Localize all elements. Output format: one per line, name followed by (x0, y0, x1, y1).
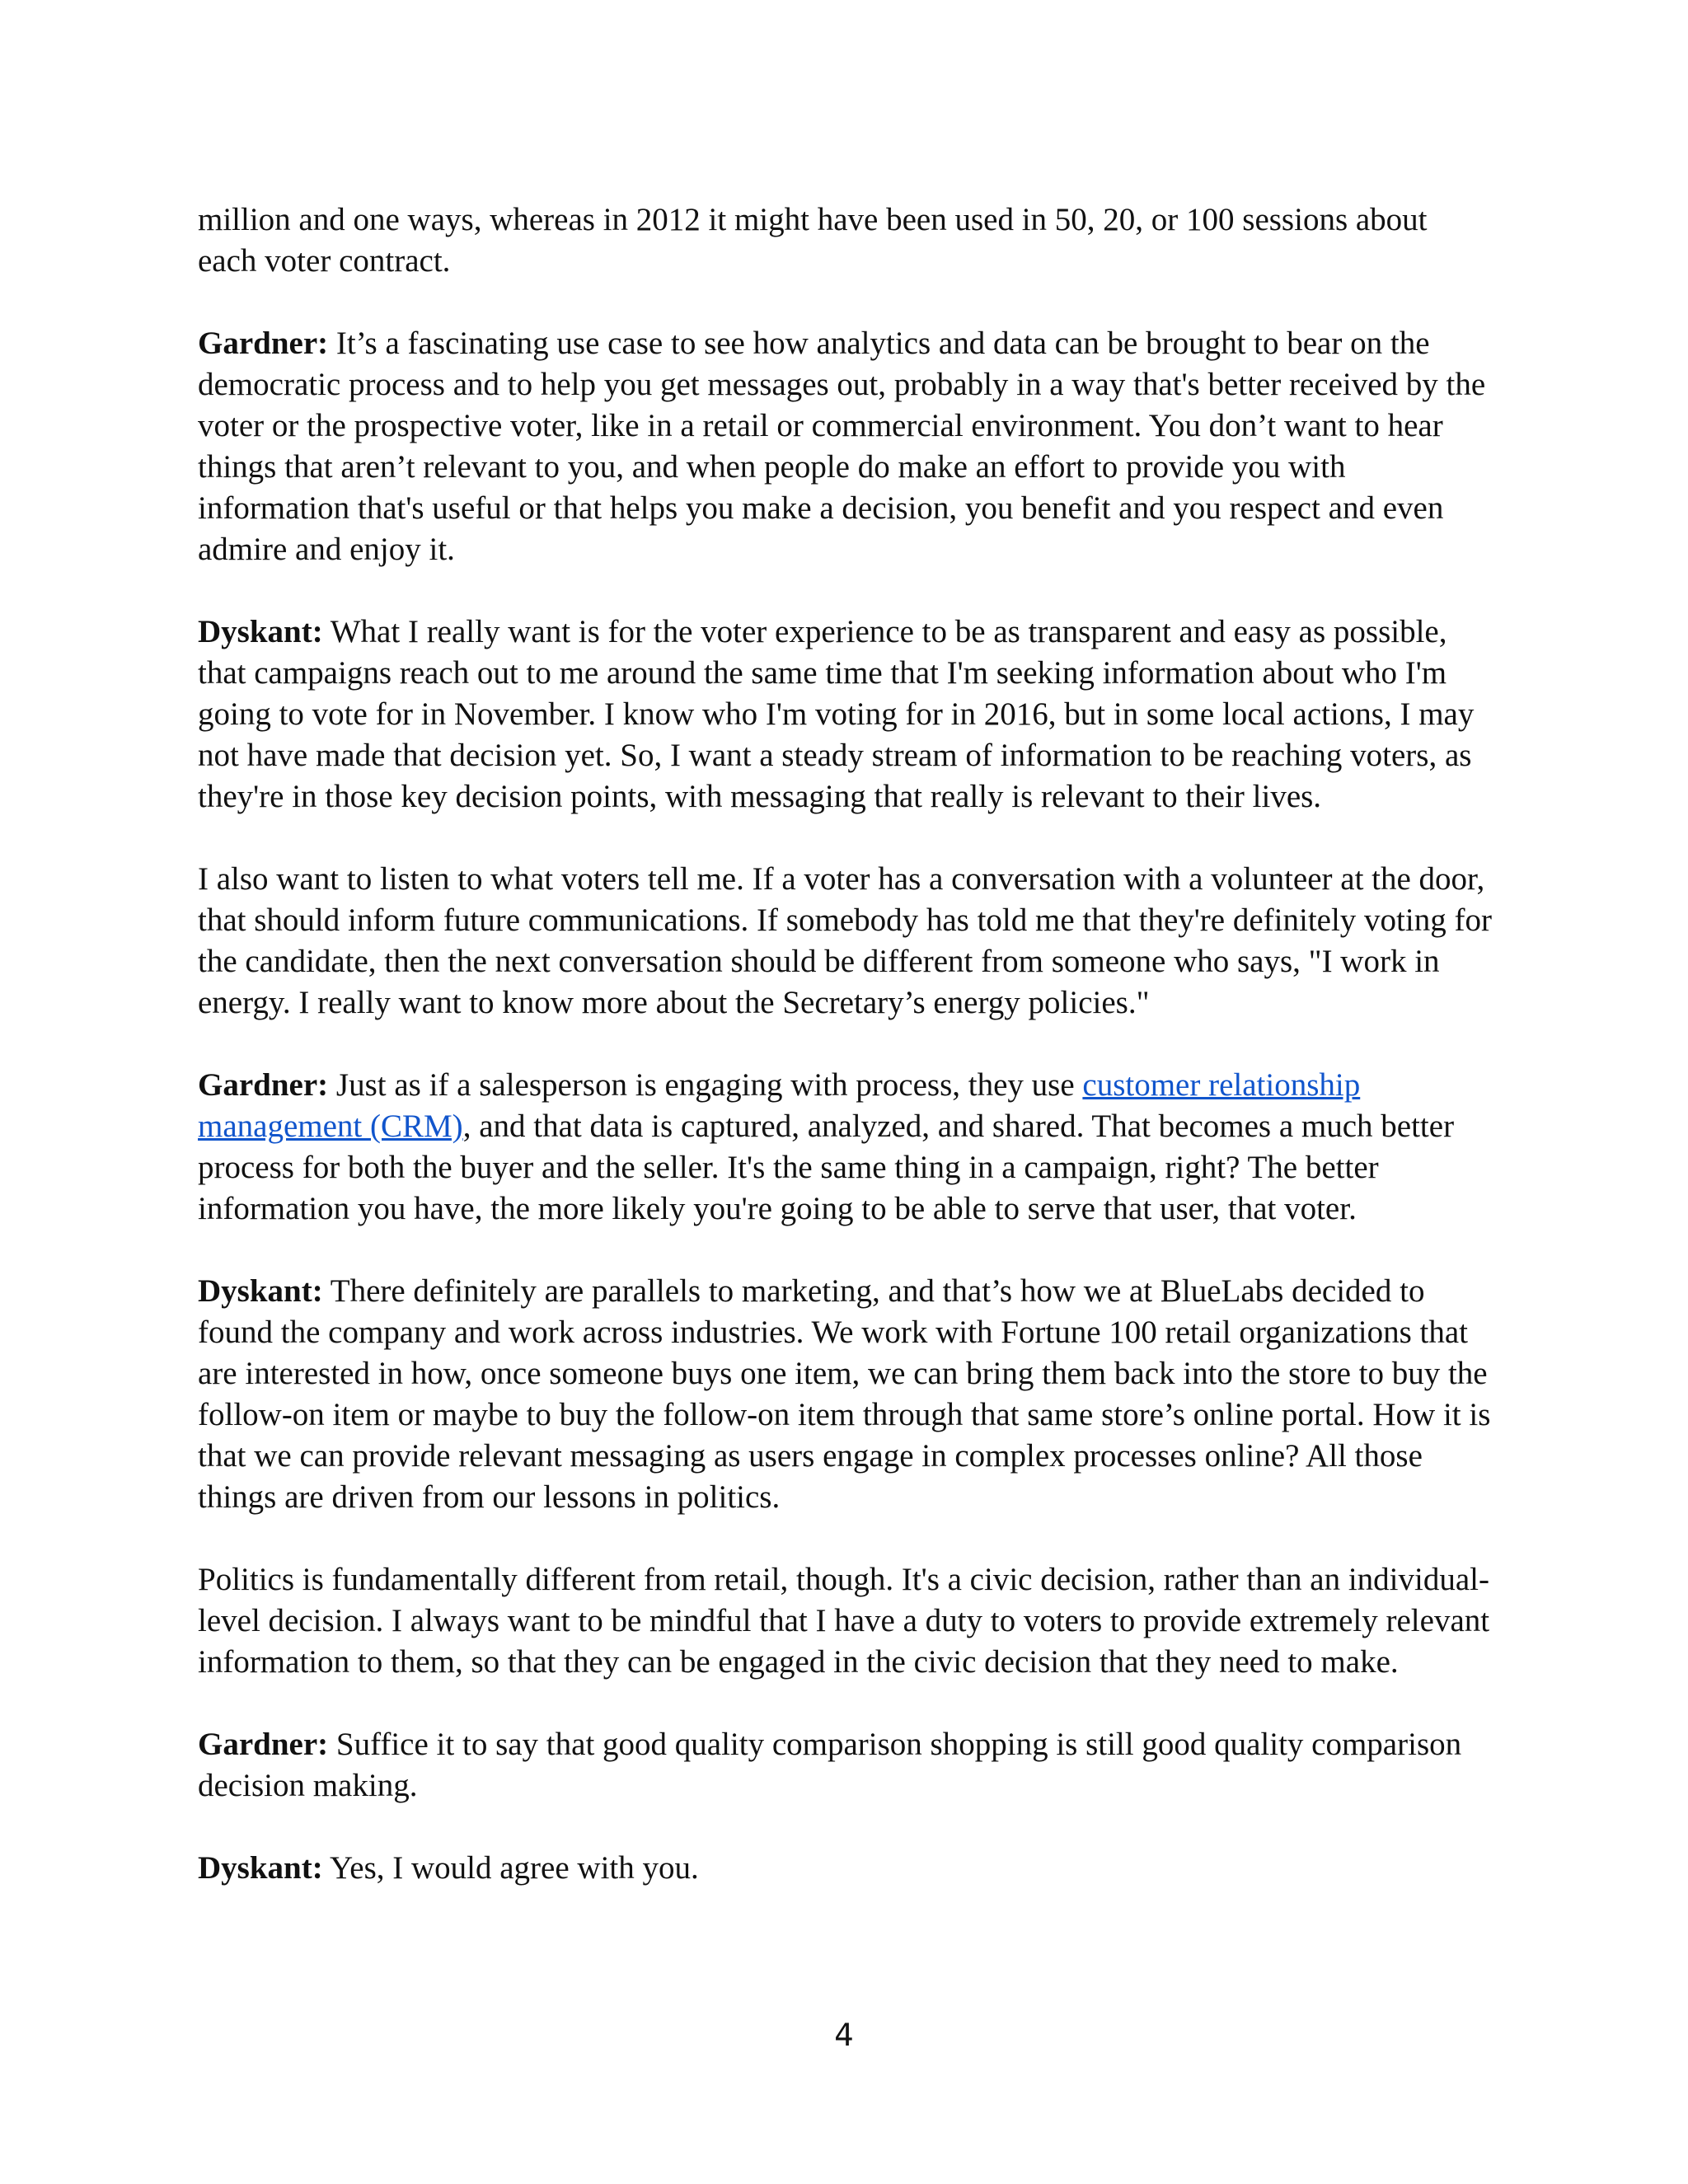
document-body (198, 199, 1492, 1930)
paragraph-continuation (198, 859, 1492, 1024)
paragraph-text: Just as if a salesperson is engaging with process, they use (328, 1067, 1083, 1103)
paragraph-text: There definitely are parallels to marketing, and that’s how we at BlueLabs decided to found the company and work across industries. We work with Fortune 100 retail organizations that are interested in how, once someone buys one item, we can bring them back into the store to buy the follow-on item or maybe to buy the follow-on item through that same store’s online portal. How it is that we can provide relevant messaging as users engage in complex processes online? All those things are driven from our lessons in politics. (198, 1273, 1491, 1515)
paragraph-gardner (198, 1724, 1492, 1807)
paragraph-text: I also want to listen to what voters tell me. If a voter has a conversation with a volunteer at the door, that should inform future communications. If somebody has told me that they're definitely voting for the candidate, then the next conversation should be different from someone who says, "I work in energy. I really want to know more about the Secretary’s energy policies." (198, 861, 1492, 1020)
paragraph-continuation (198, 199, 1492, 282)
paragraph-dyskant (198, 1271, 1492, 1518)
speaker-label: Dyskant: (198, 614, 323, 649)
speaker-label: Dyskant: (198, 1273, 323, 1309)
paragraph-text: It’s a fascinating use case to see how analytics and data can be brought to bear on the democratic process and to help you get messages out, probably in a way that's better received by the voter or the prospective voter, like in a retail or commercial environment. You don’t want to hear things that aren’t relevant to you, and when people do make an effort to provide you with information that's useful or that helps you make a decision, you benefit and you respect and even admire and enjoy it. (198, 326, 1486, 567)
paragraph-text: What I really want is for the voter experience to be as transparent and easy as possible, that campaigns reach out to me around the same time that I'm seeking information about who I'm going to vote for in November. I know who I'm voting for in 2016, but in some local actions, I may not have made that decision yet. So, I want a steady stream of information to be reaching voters, as they're in those key decision points, with messaging that really is relevant to their lives. (198, 614, 1475, 814)
paragraph-text: million and one ways, whereas in 2012 it might have been used in 50, 20, or 100 sessions about each voter contract. (198, 202, 1428, 279)
paragraph-text: Politics is fundamentally different from retail, though. It's a civic decision, rather than an individual-level decision. I always want to be mindful that I have a duty to voters to provide extremely relevant information to them, so that they can be engaged in the civic decision that they need to make. (198, 1562, 1490, 1680)
paragraph-text: , and that data is captured, analyzed, and shared. That becomes a much better process for both the buyer and the seller. It's the same thing in a campaign, right? The better information you have, the more likely you're going to be able to serve that user, that voter. (198, 1108, 1455, 1226)
page-number: 4 (834, 2018, 854, 2053)
paragraph-text: Suffice it to say that good quality comparison shopping is still good quality comparison decision making. (198, 1727, 1462, 1803)
speaker-label: Gardner: (198, 326, 329, 361)
paragraph-continuation (198, 1559, 1492, 1683)
speaker-label: Dyskant: (198, 1850, 323, 1886)
paragraph-gardner (198, 1065, 1492, 1230)
speaker-label: Gardner: (198, 1067, 329, 1103)
paragraph-gardner (198, 323, 1492, 570)
paragraph-dyskant (198, 612, 1492, 818)
speaker-label: Gardner: (198, 1727, 329, 1762)
paragraph-text: Yes, I would agree with you. (322, 1850, 699, 1886)
paragraph-dyskant (198, 1848, 1492, 1889)
crm-link[interactable]: customer relationship management (CRM) (198, 1067, 1361, 1144)
